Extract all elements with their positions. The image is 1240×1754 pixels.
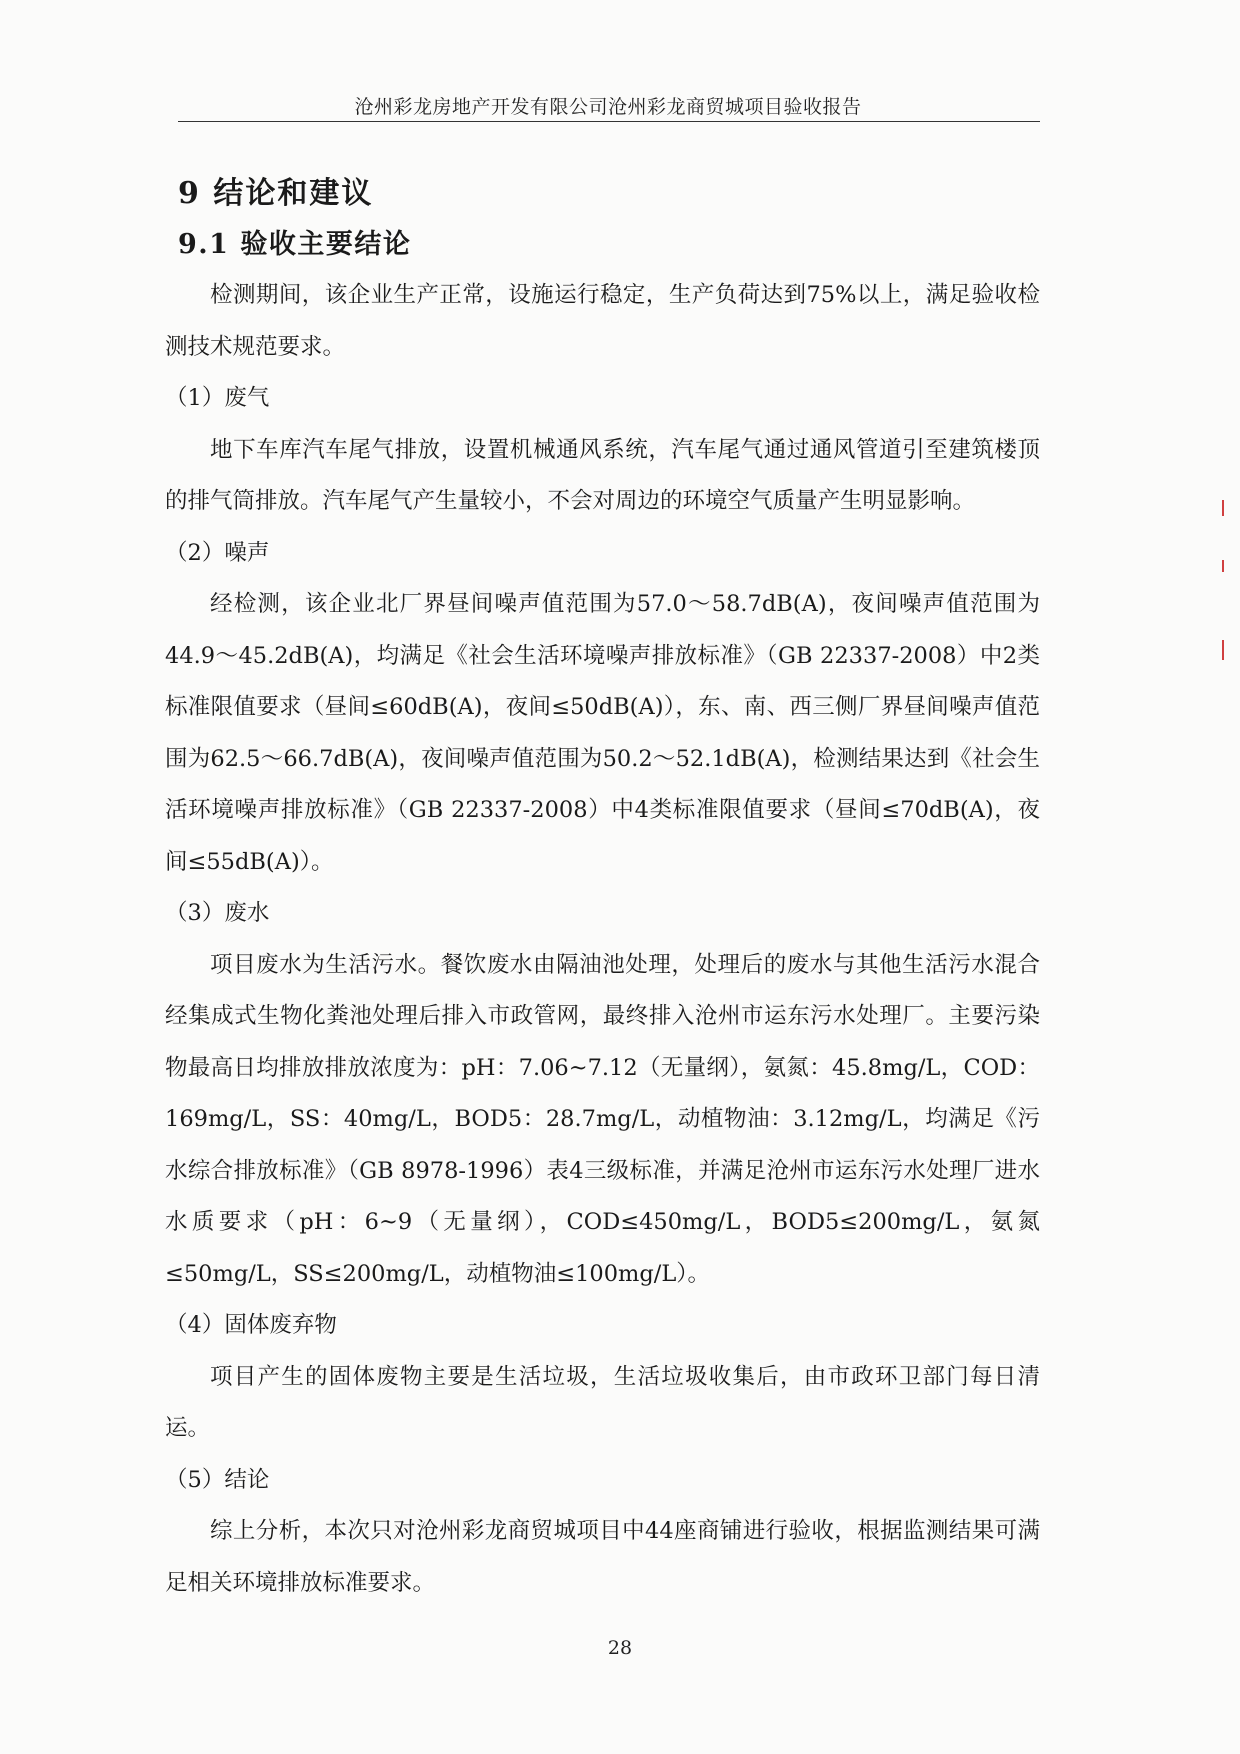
subsection-title-noise: （2）噪声 — [165, 539, 270, 566]
subsection-title-solid-waste: （4）固体废弃物 — [165, 1312, 337, 1338]
section-heading: 9.1 验收主要结论 — [178, 229, 412, 260]
exhaust-paragraph: 地下车库汽车尾气排放，设置机械通风系统，汽车尾气通过通风管道引至建筑楼顶的排气筒排放。汽车尾气产生量较小，不会对周边的环境空气质量产生明显影响。 — [165, 436, 1040, 514]
running-header: 沧州彩龙房地产开发有限公司沧州彩龙商贸城项目验收报告 — [354, 96, 862, 118]
scan-mark — [1222, 500, 1224, 516]
intro-paragraph: 检测期间，该企业生产正常，设施运行稳定，生产负荷达到75%以上，满足验收检测技术规范要求。 — [165, 282, 1040, 360]
wastewater-paragraph: 项目废水为生活污水。餐饮废水由隔油池处理，处理后的废水与其他生活污水混合经集成式生物化粪池处理后排入市政管网，最终排入沧州市运东污水处理厂。主要污染物最高日均排放排放浓度为：pH：7.06~7.12（无量纲），氨氮：45.8mg/L，COD：169mg/L，SS：40mg/L，BOD5：28.7mg/L，动植物油：3.12mg/L，均满足《污水综合排放标准》（GB 8978-1996）表4三级标准，并满足沧州市运东污水处理厂进水水质要求（pH：6~9（无量纲），COD≤450mg/L，BOD5≤200mg/L，氨氮≤50mg/L，SS≤200mg/L，动植物油≤100mg/L）。 — [165, 951, 1040, 1287]
subsection-title-conclusion: （5）结论 — [165, 1466, 270, 1493]
scan-mark — [1222, 640, 1224, 660]
header-rule — [178, 121, 1040, 122]
subsection-title-wastewater: （3）废水 — [165, 900, 270, 926]
solid-waste-paragraph: 项目产生的固体废物主要是生活垃圾，生活垃圾收集后，由市政环卫部门每日清运。 — [165, 1363, 1040, 1441]
conclusion-paragraph: 综上分析，本次只对沧州彩龙商贸城项目中44座商铺进行验收，根据监测结果可满足相关环境排放标准要求。 — [165, 1518, 1040, 1596]
body-text — [165, 270, 1040, 1609]
subsection-title-exhaust: （1）废气 — [165, 385, 270, 411]
scan-mark — [1222, 560, 1224, 572]
noise-paragraph: 经检测，该企业北厂界昼间噪声值范围为57.0～58.7dB(A)，夜间噪声值范围为44.9～45.2dB(A)，均满足《社会生活环境噪声排放标准》（GB 22337-2008）中2类标准限值要求（昼间≤60dB(A)，夜间≤50dB(A)），东、南、西三侧厂界昼间噪声值范围为62.5～66.7dB(A)，夜间噪声值范围为50.2～52.1dB(A)，检测结果达到《社会生活环境噪声排放标准》（GB 22337-2008）中4类标准限值要求（昼间≤70dB(A)，夜间≤55dB(A)）。 — [165, 591, 1040, 875]
chapter-heading: 9 结论和建议 — [178, 176, 374, 211]
page-number: 28 — [607, 1637, 633, 1659]
